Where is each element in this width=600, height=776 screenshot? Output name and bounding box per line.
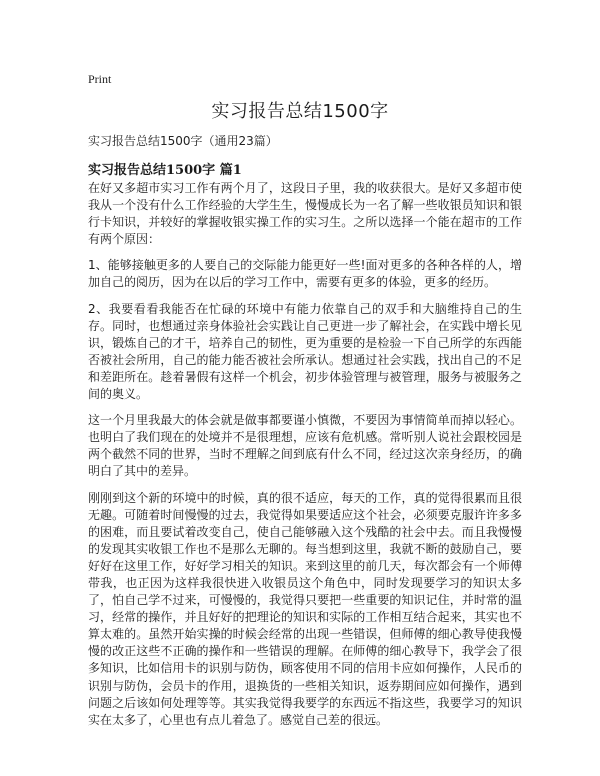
print-link[interactable]: Print [88, 72, 112, 86]
paragraph: 刚刚到这个新的环境中的时候，真的很不适应，每天的工作，真的觉得很累而且很无趣。可随着时间慢慢的过去，我觉得如果要适应这个社会，必须要克服许许多多的困难，而且要试着改变自己，使自己能够融入这个残酷的社会中去。而且我慢慢的发现其实收银工作也不是那么无聊的。每当想到这里，我就不断的鼓励自己，要好好在这里工作，好好学习相关的知识。来到这里的前几天，每次都会有一个师傅带我，也正因为这样我很快进入收银员这个角色中，同时发现要学习的知识太多了，怕自己学不过来，可慢慢的，我觉得只要把一些重要的知识记住，并时常的温习，经常的操作，并且好好的把理论的知识和实际的工作相互结合起来，其实也不算太难的。虽然开始实操的时候会经常的出现一些错误，但师傅的细心教导使我慢慢的改正这些不正确的操作和一些错误的理解。在师傅的细心教导下，我学会了很多知识，比如信用卡的识别与防伪，顾客使用不同的信用卡应如何操作，人民币的识别与防伪，会员卡的作用，退换货的一些相关知识，返券期间应如何操作，遇到问题之后该如何处理等等。其实我觉得我要学的东西远不指这些，我要学习的知识实在太多了，心里也有点儿着急了。感觉自己差的很远。 [88, 490, 522, 727]
paragraph: 在好又多超市实习工作有两个月了，这段日子里，我的收获很大。是好又多超市使我从一个没有什么工作经验的大学生生，慢慢成长为一名了解一些收银员知识和银行卡知识，并较好的掌握收银实操工作的实习生。之所以选择一个能在超市的工作有两个原因： [88, 181, 522, 247]
document-subtitle: 实习报告总结1500字（通用23篇） [88, 134, 278, 148]
article-body [88, 180, 522, 738]
section-heading: 实习报告总结1500字 篇1 [88, 163, 242, 178]
paragraph: 1、能够接触更多的人要自己的交际能力能更好一些!面对更多的各种各样的人，增加自己的阅历，因为在以后的学习工作中，需要有更多的体验，更多的经历。 [88, 258, 522, 290]
paragraph: 2、我要看看我能否在忙碌的环境中有能力依靠自己的双手和大脑维持自己的生存。同时，也想通过亲身体验社会实践让自己更进一步了解社会，在实践中增长见识，锻炼自己的才干，培养自己的韧性，更为重要的是检验一下自己所学的东西能否被社会所用，自己的能力能否被社会所承认。想通过社会实践，找出自己的不足和差距所在。趁着暑假有这样一个机会，初步体验管理与被管理，服务与被服务之间的奥义。 [88, 301, 522, 402]
document-title: 实习报告总结1500字 [211, 101, 389, 122]
paragraph: 这一个月里我最大的体会就是做事都要谨小慎微，不要因为事情简单而掉以轻心。也明白了我们现在的处境并不是很理想，应该有危机感。常听别人说社会跟校园是两个截然不同的世界，当时不理解之间到底有什么不同，经过这次亲身经历，的确明白了其中的差异。 [88, 413, 522, 479]
